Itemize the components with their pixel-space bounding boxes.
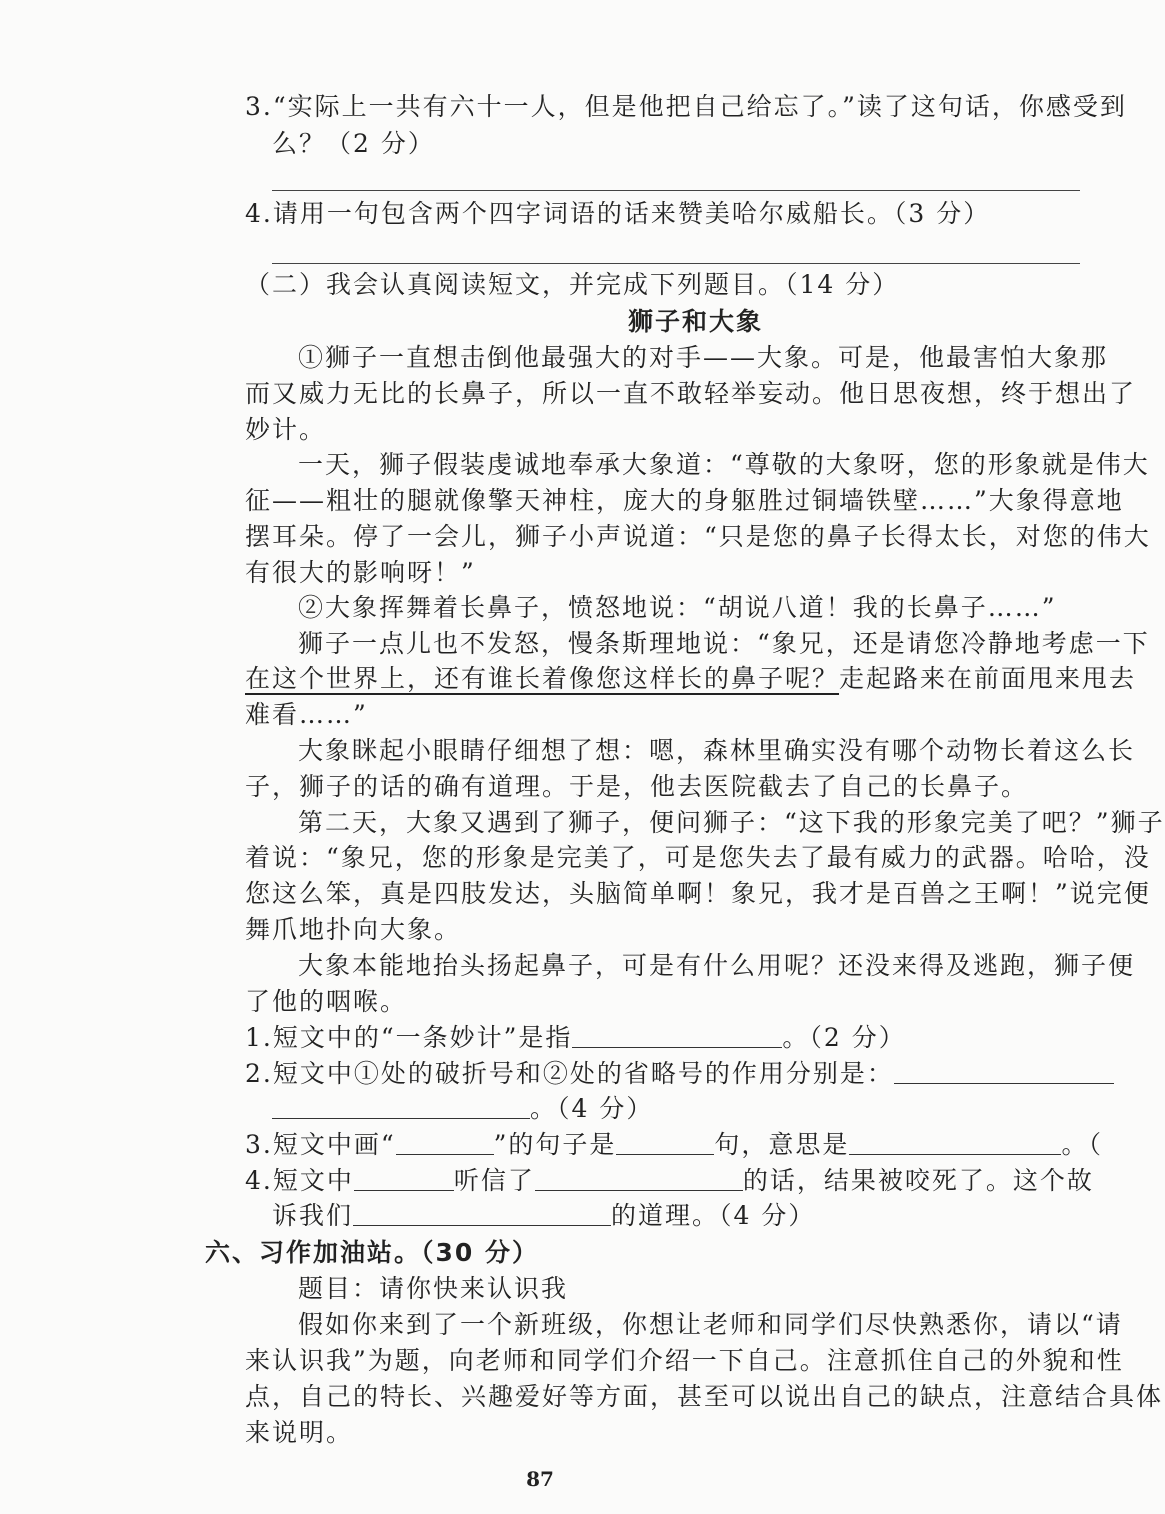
q3-prompt-3: 句，意思是 [714, 1130, 850, 1159]
story-line: 舞爪地扑向大象。 [245, 915, 462, 944]
q3-prompt: 3.短文中画“ [245, 1130, 396, 1159]
story-line: 征——粗壮的腿就像擎天神柱，庞大的身躯胜过铜墙铁壁……”大象得意地 [245, 486, 1124, 515]
story-title: 狮子和大象 [628, 307, 764, 336]
page-number: 87 [526, 1467, 554, 1491]
q2-blank-1[interactable] [894, 1059, 1114, 1084]
story-line: 一天，狮子假装虔诚地奉承大象道：“尊敬的大象呀，您的形象就是伟大 [298, 450, 1150, 479]
q3-score: 。（ [1061, 1130, 1103, 1159]
answer-line[interactable] [272, 190, 1080, 191]
underlined-sentence: 在这个世界上，还有谁长着像您这样长的鼻子呢？ [245, 664, 840, 693]
part2-heading: （二）我会认真阅读短文，并完成下列题目。（14 分） [245, 270, 900, 299]
story-line: 了他的咽喉。 [245, 987, 408, 1016]
story-line: 妙计。 [245, 415, 327, 444]
story-line: 第二天，大象又遇到了狮子，便问狮子：“这下我的形象完美了吧？”狮子 [298, 808, 1165, 837]
story-line: 难看……” [245, 700, 368, 729]
story-line: 子，狮子的话的确有道理。于是，他去医院截去了自己的长鼻子。 [245, 772, 1029, 801]
story-line: 着说：“象兄，您的形象是完美了，可是您失去了最有威力的武器。哈哈，没 [245, 843, 1151, 872]
story-line: ②大象挥舞着长鼻子，愤怒地说：“胡说八道！我的长鼻子……” [298, 593, 1057, 622]
q2-score: 。（4 分） [530, 1094, 654, 1123]
essay-topic: 题目：请你快来认识我 [298, 1274, 569, 1303]
essay-line: 点，自己的特长、兴趣爱好等方面，甚至可以说出自己的缺点，注意结合具体 [245, 1382, 1164, 1411]
q3-prompt-2: ”的句子是 [493, 1130, 617, 1159]
answer-line[interactable] [272, 263, 1080, 264]
section6-heading: 六、习作加油站。（30 分） [205, 1238, 539, 1267]
story-q2 [245, 1057, 1114, 1091]
q4-blank-1[interactable] [354, 1166, 454, 1191]
q4-blank-2[interactable] [535, 1166, 743, 1191]
q4-score: 的道理。（4 分） [611, 1201, 816, 1230]
q3-blank-3[interactable] [849, 1130, 1061, 1155]
story-q4 [245, 1164, 1094, 1198]
essay-line: 来说明。 [245, 1418, 354, 1447]
q4-prompt-2: 听信了 [453, 1166, 535, 1195]
q4-prompt-4: 诉我们 [272, 1201, 354, 1230]
q4-prompt: 4.短文中 [245, 1166, 354, 1195]
story-line-underlined [245, 662, 1136, 696]
story-q4-cont [272, 1199, 815, 1233]
story-line: 您这么笨，真是四肢发达，头脑简单啊！象兄，我才是百兽之王啊！”说完便 [245, 879, 1151, 908]
q3-blank-1[interactable] [396, 1130, 494, 1155]
q4-prompt-3: 的话，结果被咬死了。这个故 [742, 1166, 1094, 1195]
q1-score: 。（2 分） [782, 1023, 906, 1052]
q1-blank[interactable] [572, 1023, 782, 1048]
story-q1 [245, 1021, 906, 1055]
q1-prompt: 1.短文中的“一条妙计”是指 [245, 1023, 573, 1052]
story-line: 大象本能地抬头扬起鼻子，可是有什么用呢？还没来得及逃跑，狮子便 [298, 951, 1136, 980]
story-line: ①狮子一直想击倒他最强大的对手——大象。可是，他最害怕大象那 [298, 343, 1109, 372]
story-line-tail: 走起路来在前面甩来甩去 [839, 664, 1137, 693]
q4-text: 4.请用一句包含两个四字词语的话来赞美哈尔威船长。（3 分） [245, 199, 991, 228]
q2-blank-2[interactable] [272, 1094, 530, 1119]
q4-blank-3[interactable] [353, 1201, 611, 1226]
story-q3 [245, 1128, 1103, 1162]
story-line: 大象眯起小眼睛仔细想了想：嗯，森林里确实没有哪个动物长着这么长 [298, 736, 1136, 765]
story-line: 有很大的影响呀！” [245, 558, 476, 587]
essay-line: 来认识我”为题，向老师和同学们介绍一下自己。注意抓住自己的外貌和性 [245, 1346, 1124, 1375]
q3-text-line1: 3.“实际上一共有六十一人，但是他把自己给忘了。”读了这句话，你感受到 [245, 92, 1127, 121]
story-line: 狮子一点儿也不发怒，慢条斯理地说：“象兄，还是请您冷静地考虑一下 [298, 629, 1150, 658]
story-line: 而又威力无比的长鼻子，所以一直不敢轻举妄动。他日思夜想，终于想出了 [245, 379, 1137, 408]
q3-blank-2[interactable] [616, 1130, 714, 1155]
q3-text-line2: 么？（2 分） [272, 129, 435, 158]
story-q2-cont [272, 1092, 653, 1126]
story-line: 摆耳朵。停了一会儿，狮子小声说道：“只是您的鼻子长得太长，对您的伟大 [245, 522, 1151, 551]
q2-prompt: 2.短文中①处的破折号和②处的省略号的作用分别是： [245, 1059, 894, 1088]
essay-line: 假如你来到了一个新班级，你想让老师和同学们尽快熟悉你，请以“请 [298, 1310, 1123, 1339]
